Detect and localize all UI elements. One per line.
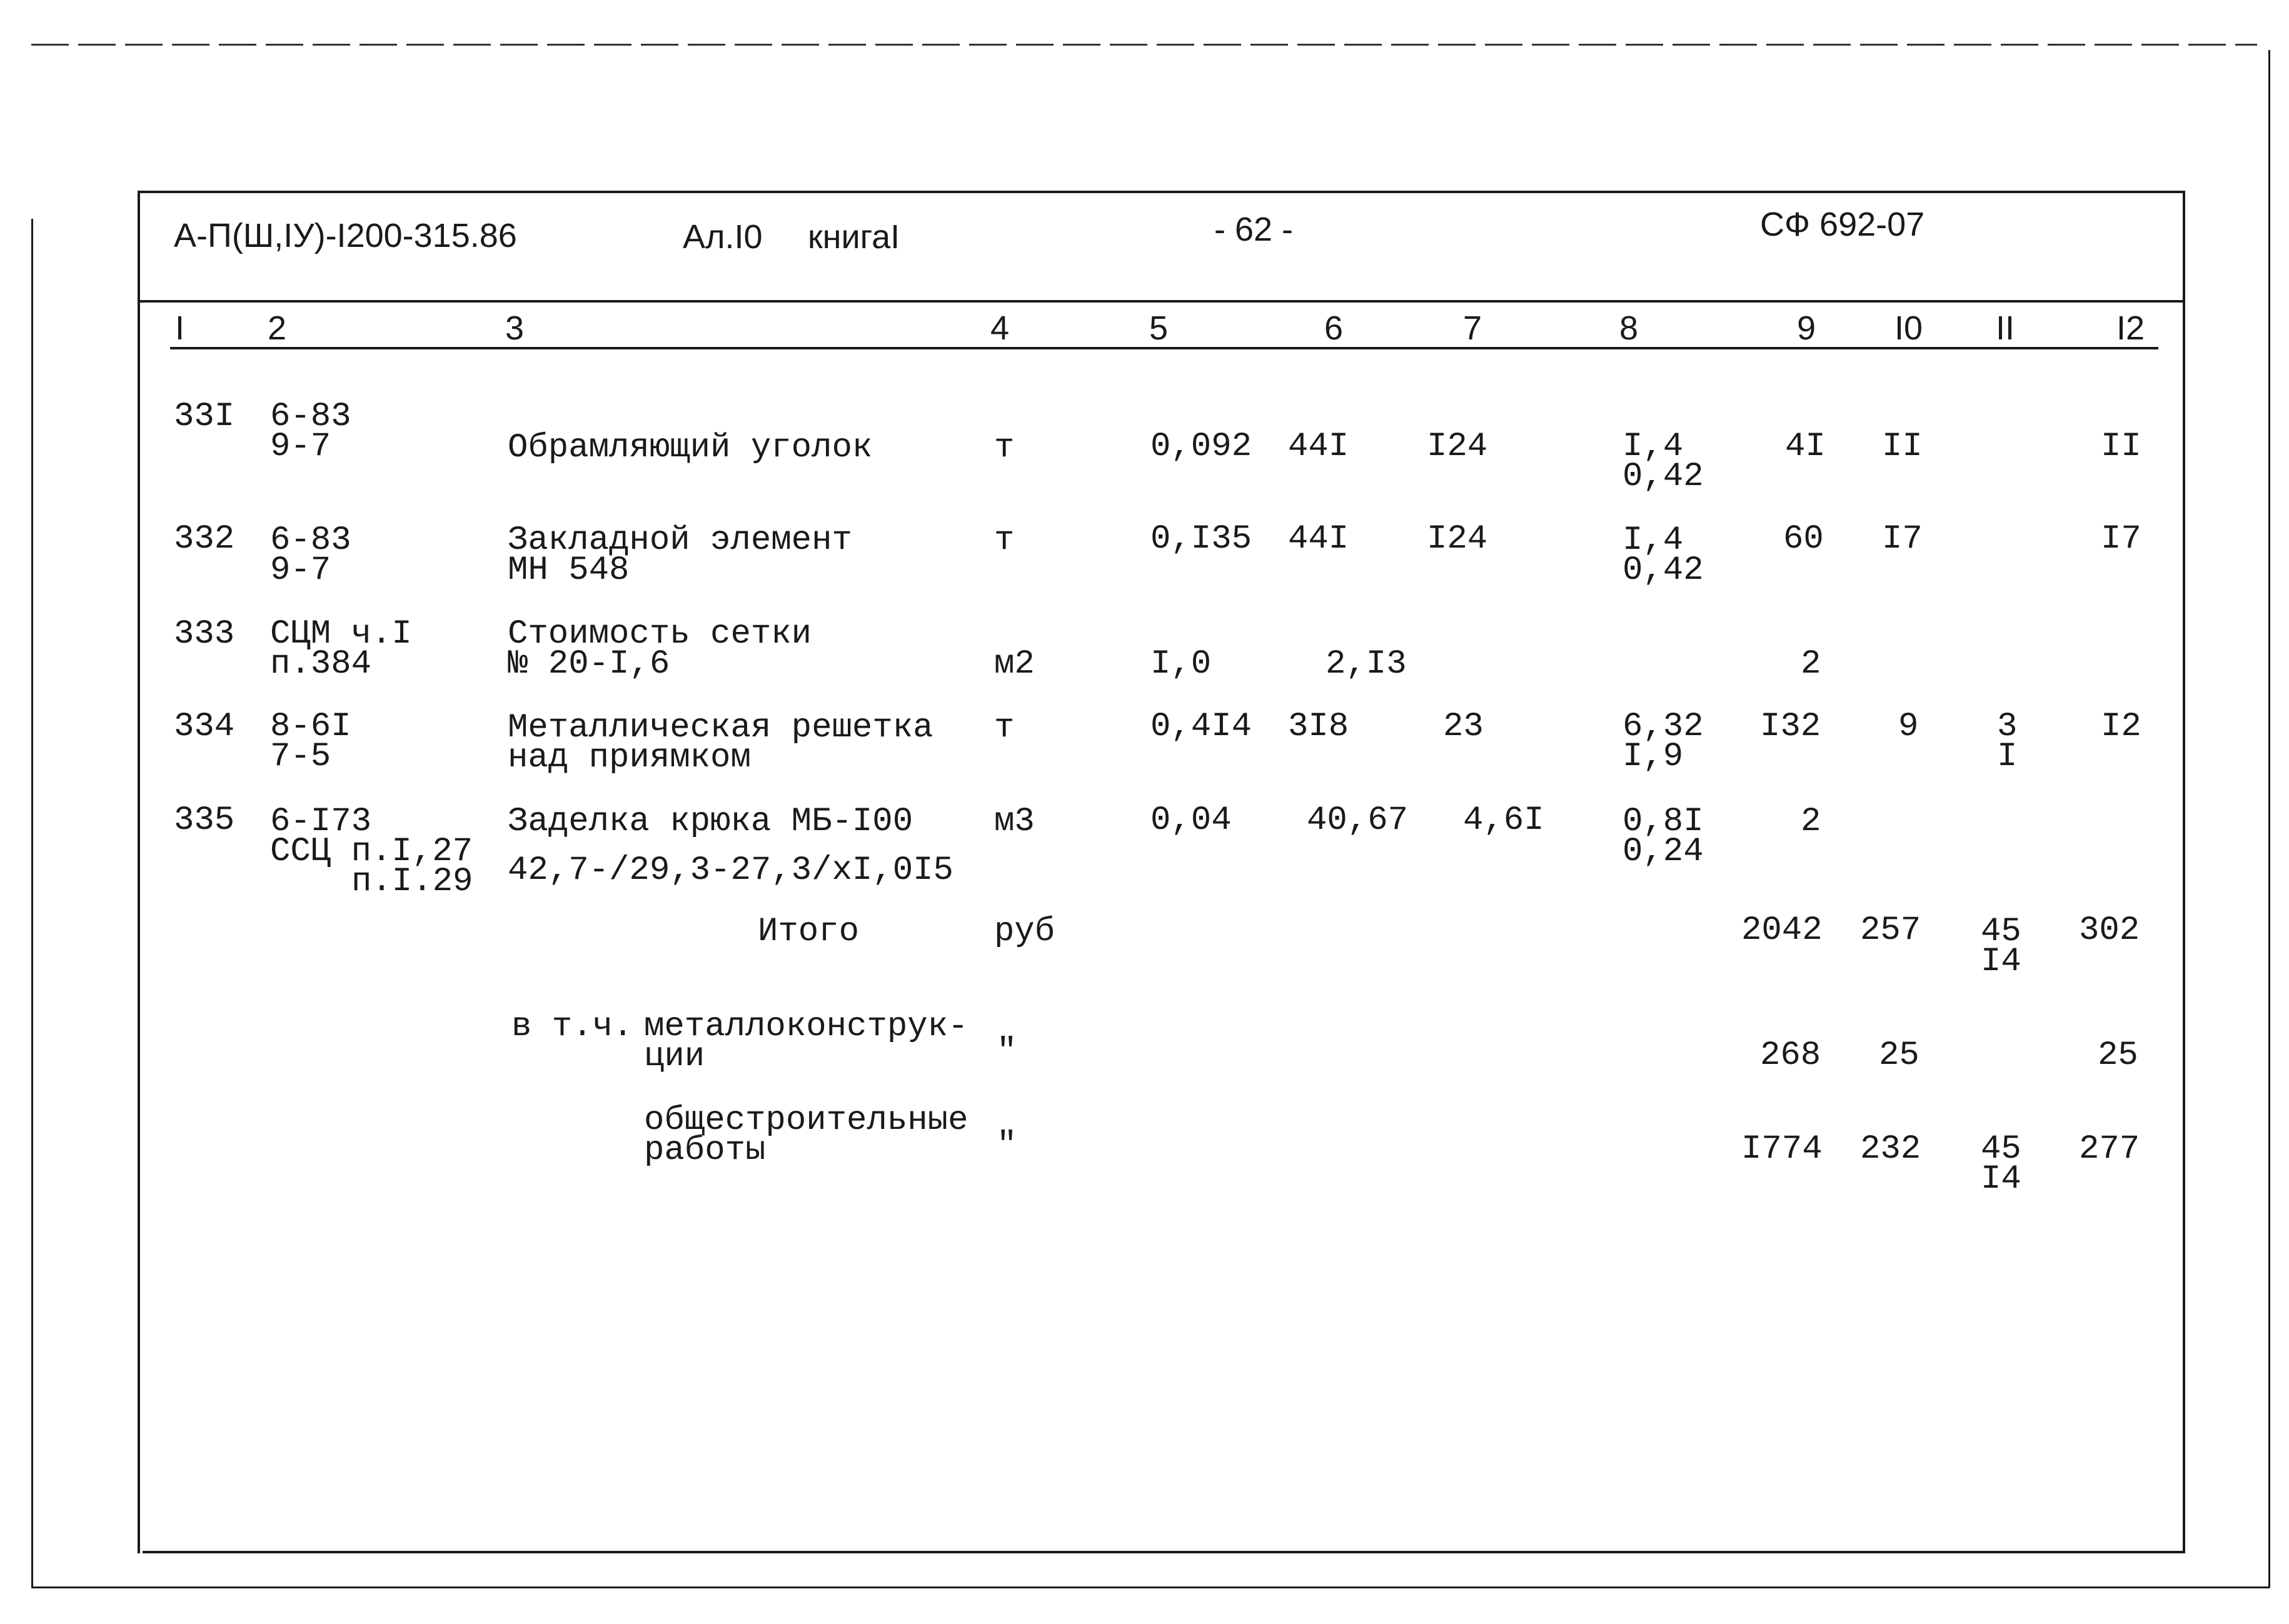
row-c9: 4I bbox=[1785, 428, 1826, 466]
subtotal-c11: 45 bbox=[1981, 1130, 2021, 1168]
subtotal-unit: " bbox=[997, 1033, 1017, 1071]
col-9: 9 bbox=[1797, 309, 1816, 347]
row-name: Стоимость сетки bbox=[508, 615, 812, 653]
row-name: Закладной элемент bbox=[508, 521, 852, 559]
subtotal-c10: 25 bbox=[1879, 1036, 1919, 1075]
col-7: 7 bbox=[1463, 309, 1482, 347]
totals-unit: руб bbox=[994, 913, 1055, 951]
col-6: 6 bbox=[1324, 309, 1344, 347]
row-unit: м3 bbox=[994, 803, 1035, 841]
row-c5: 0,092 bbox=[1150, 428, 1252, 466]
row-name: 42,7-/29,3-27,3/хI,0I5 bbox=[508, 851, 953, 890]
subtotal-unit: " bbox=[997, 1126, 1017, 1165]
row-c7: I24 bbox=[1427, 428, 1488, 466]
row-c12: I7 bbox=[2101, 520, 2141, 558]
page-number: - 62 - bbox=[1214, 211, 1294, 248]
row-number: 333 bbox=[174, 615, 235, 653]
sf-code: СФ 692-07 bbox=[1760, 206, 1925, 243]
row-c6: 2,I3 bbox=[1326, 645, 1407, 683]
subtotal-c12: 277 bbox=[2079, 1130, 2140, 1168]
row-code: ССЦ п.I,27 bbox=[270, 833, 473, 871]
album-number: Ал.I0 bbox=[683, 218, 763, 256]
totals-c9: 2042 bbox=[1741, 911, 1823, 950]
row-c8: I,9 bbox=[1622, 738, 1684, 776]
col-11: II bbox=[1996, 309, 2015, 347]
row-code: 6-83 bbox=[270, 398, 351, 436]
row-name: Обрамляющий уголок bbox=[508, 429, 873, 467]
row-code: 6-I73 bbox=[270, 803, 372, 841]
row-c5: 0,I35 bbox=[1150, 520, 1252, 558]
row-c11: I bbox=[1997, 738, 2018, 776]
row-c10: II bbox=[1882, 428, 1923, 466]
book-number: книгаI bbox=[808, 218, 900, 256]
subtotal-label: металлоконструк- bbox=[644, 1008, 968, 1046]
row-c8: I,4 bbox=[1622, 521, 1684, 559]
outer-left-border bbox=[31, 219, 33, 1588]
subtotal-c12: 25 bbox=[2098, 1036, 2138, 1075]
subtotal-label: общестроительные bbox=[644, 1101, 968, 1140]
row-c8: 6,32 bbox=[1622, 708, 1704, 746]
totals-c12: 302 bbox=[2079, 911, 2140, 950]
col-12: I2 bbox=[2116, 309, 2145, 347]
row-unit: т bbox=[994, 429, 1015, 467]
row-unit: м2 bbox=[994, 645, 1035, 683]
row-c6: 40,67 bbox=[1307, 801, 1409, 840]
row-code: 7-5 bbox=[270, 738, 331, 776]
top-dashed-line bbox=[31, 44, 2257, 46]
row-code: 8-6I bbox=[270, 708, 351, 746]
row-number: 33I bbox=[174, 398, 235, 436]
totals-c11: 45 bbox=[1981, 913, 2021, 951]
frame-bottom bbox=[143, 1551, 2185, 1553]
row-name: № 20-I,6 bbox=[508, 645, 670, 683]
subtotal-c10: 232 bbox=[1860, 1130, 1921, 1168]
row-c5: 0,04 bbox=[1150, 801, 1232, 840]
row-c10: 9 bbox=[1898, 708, 1919, 746]
row-c7: 4,6I bbox=[1463, 801, 1544, 840]
row-c8: 0,24 bbox=[1622, 833, 1704, 871]
subtotal-c9: I774 bbox=[1741, 1130, 1823, 1168]
row-c7: I24 bbox=[1427, 520, 1488, 558]
subtotal-label: ции bbox=[644, 1038, 705, 1076]
row-number: 334 bbox=[174, 708, 235, 746]
row-c6: 3I8 bbox=[1288, 708, 1349, 746]
totals-c11: I4 bbox=[1981, 943, 2021, 981]
frame-right bbox=[2183, 191, 2185, 1553]
col-4: 4 bbox=[990, 309, 1010, 347]
row-c8: 0,8I bbox=[1622, 803, 1704, 841]
header-divider bbox=[138, 300, 2185, 303]
outer-right-border bbox=[2268, 50, 2270, 1588]
row-unit: т bbox=[994, 709, 1015, 747]
row-c9: 60 bbox=[1783, 520, 1824, 558]
col-1: I bbox=[175, 309, 185, 347]
subtotal-label: работы bbox=[644, 1131, 766, 1170]
subtotal-prefix: в т.ч. bbox=[511, 1008, 633, 1046]
row-c5: 0,4I4 bbox=[1150, 708, 1252, 746]
frame-left bbox=[138, 191, 140, 1553]
col-8: 8 bbox=[1619, 309, 1639, 347]
row-c7: 23 bbox=[1443, 708, 1484, 746]
row-c8: 0,42 bbox=[1622, 458, 1704, 496]
outer-bottom-border bbox=[31, 1586, 2270, 1588]
col-10: I0 bbox=[1894, 309, 1923, 347]
row-c9: I32 bbox=[1760, 708, 1821, 746]
col-5: 5 bbox=[1149, 309, 1169, 347]
row-number: 332 bbox=[174, 520, 235, 558]
row-name: Металлическая решетка bbox=[508, 709, 933, 747]
row-c9: 2 bbox=[1801, 803, 1821, 841]
row-name: над приямком bbox=[508, 739, 751, 777]
subtotal-c11: I4 bbox=[1981, 1160, 2021, 1198]
row-name: МН 548 bbox=[508, 551, 630, 589]
row-code: 9-7 bbox=[270, 551, 331, 589]
columns-underline bbox=[170, 347, 2158, 349]
row-c5: I,0 bbox=[1150, 645, 1212, 683]
totals-c10: 257 bbox=[1860, 911, 1921, 950]
row-code: п.384 bbox=[270, 645, 372, 683]
row-c8: I,4 bbox=[1622, 428, 1684, 466]
row-c8: 0,42 bbox=[1622, 551, 1704, 589]
totals-label: Итого bbox=[758, 913, 860, 951]
doc-code: А-П(Ш,IУ)-I200-315.86 bbox=[174, 217, 517, 254]
col-3: 3 bbox=[505, 309, 525, 347]
row-code: 6-83 bbox=[270, 521, 351, 559]
row-c11: 3 bbox=[1997, 708, 2018, 746]
subtotal-c9: 268 bbox=[1760, 1036, 1821, 1075]
row-c9: 2 bbox=[1801, 645, 1821, 683]
row-c12: II bbox=[2101, 428, 2141, 466]
row-code: 9-7 bbox=[270, 428, 331, 466]
row-name: Заделка крюка МБ-I00 bbox=[508, 803, 913, 841]
frame-top bbox=[138, 191, 2185, 193]
row-c6: 44I bbox=[1288, 428, 1349, 466]
row-code: п.I.29 bbox=[351, 863, 473, 901]
row-unit: т bbox=[994, 521, 1015, 559]
row-code: СЦМ ч.I bbox=[270, 615, 412, 653]
row-c10: I7 bbox=[1882, 520, 1923, 558]
col-2: 2 bbox=[268, 309, 287, 347]
row-c6: 44I bbox=[1288, 520, 1349, 558]
row-c12: I2 bbox=[2101, 708, 2141, 746]
row-number: 335 bbox=[174, 801, 235, 840]
